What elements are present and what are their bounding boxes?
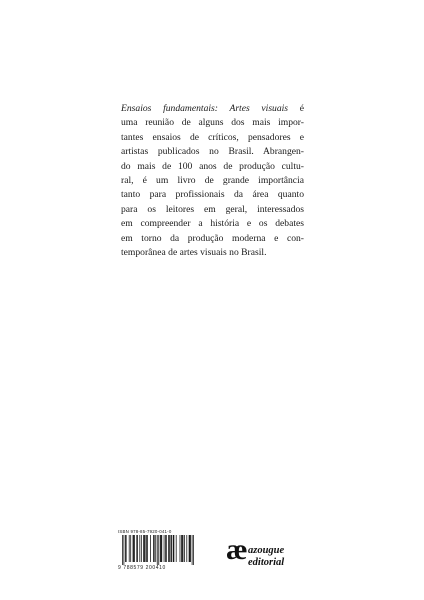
blurb-line: para os leitores em geral, interessados xyxy=(121,203,304,215)
blurb-line: em torno da produção moderna e con- xyxy=(121,232,304,244)
barcode-digits: 9 788579 200410 xyxy=(118,565,166,571)
blurb-line: tantes ensaios de críticos, pensadores e xyxy=(121,131,304,143)
blurb-line: ral, é um livro de grande importância xyxy=(121,174,304,186)
publisher-name: azougue xyxy=(248,545,285,556)
blurb-paragraph xyxy=(121,102,304,260)
publisher-ae-icon: æ xyxy=(226,533,248,566)
blurb-line: uma reunião de alguns dos mais impor- xyxy=(121,117,304,129)
blurb-line: temporânea de artes visuais no Brasil. xyxy=(121,246,267,258)
barcode-bars xyxy=(122,535,194,565)
isbn-barcode xyxy=(118,529,196,573)
blurb-line-rest: é xyxy=(288,103,304,114)
book-title-italic: Ensaios fundamentais: Artes visuais xyxy=(121,103,289,114)
blurb-line: em compreender a história e os debates xyxy=(121,218,304,230)
publisher-name-line2: editorial xyxy=(248,557,285,568)
blurb-line: artistas publicados no Brasil. Abrangen- xyxy=(121,146,304,158)
blurb-line: do mais de 100 anos de produção cultu- xyxy=(121,160,304,172)
blurb-line: tanto para profissionais da área quanto xyxy=(121,189,304,201)
blurb-line xyxy=(121,102,304,116)
isbn-label: ISBN 978-85-7920-041-0 xyxy=(118,529,172,534)
publisher-logo xyxy=(226,530,306,576)
